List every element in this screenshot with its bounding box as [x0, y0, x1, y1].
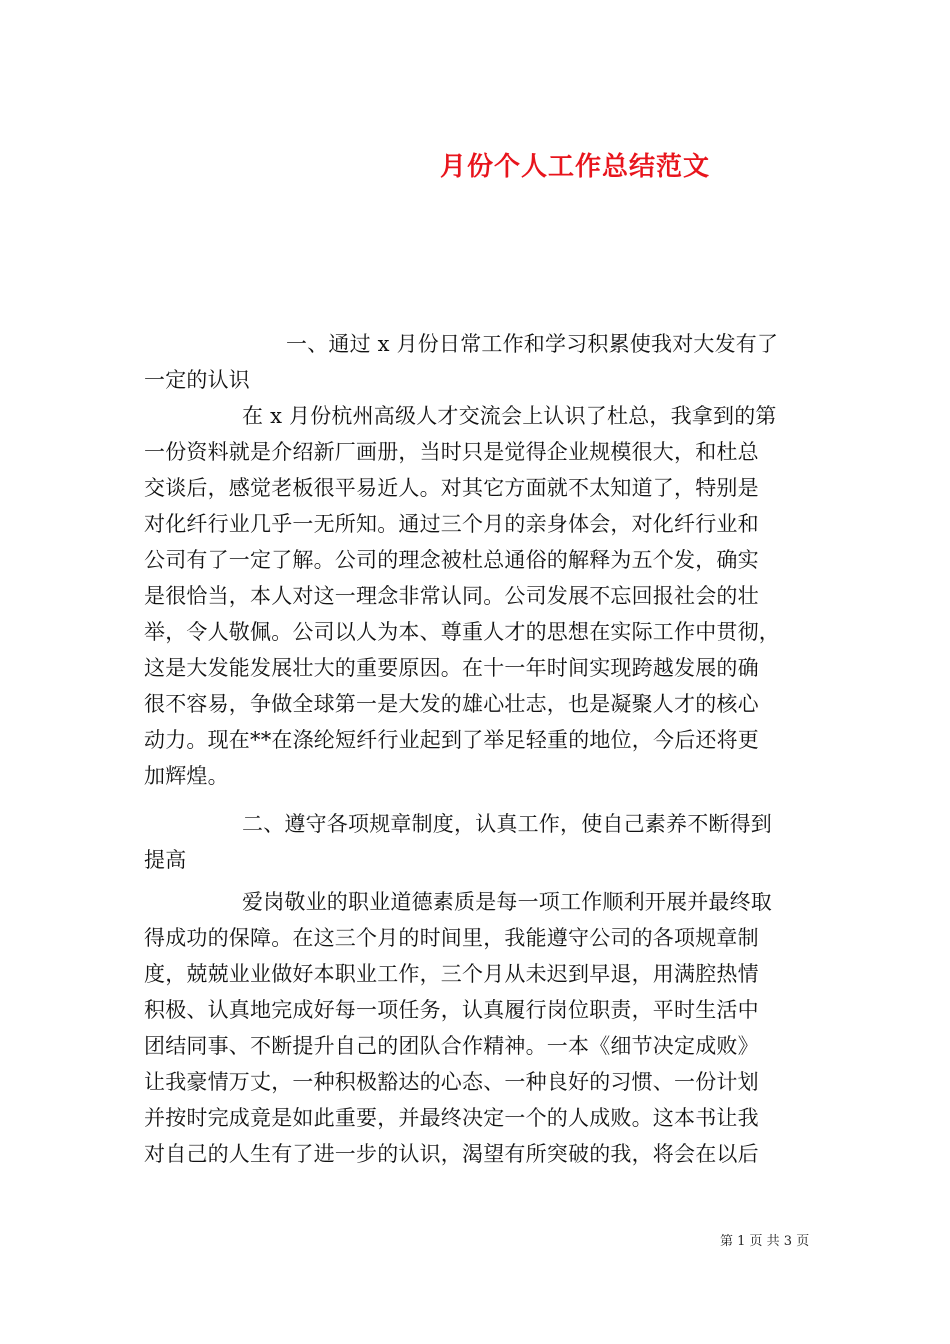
paragraph-2-line-3: 度，兢兢业业做好本职业工作，三个月从未迟到早退，用满腔热情: [144, 962, 759, 986]
paragraph-1-line-6: 是很恰当，本人对这一理念非常认同。公司发展不忘回报社会的壮: [144, 584, 759, 608]
paragraph-2-line-2: 得成功的保障。在这三个月的时间里，我能遵守公司的各项规章制: [144, 926, 759, 950]
section-heading-2-line-1: 二、遵守各项规章制度，认真工作，使自己素养不断得到: [242, 812, 772, 836]
paragraph-1-line-5: 公司有了一定了解。公司的理念被杜总通俗的解释为五个发，确实: [144, 548, 759, 572]
page-number-footer: 第 1 页 共 3 页: [720, 1234, 810, 1249]
paragraph-1-line-11: 加辉煌。: [144, 764, 229, 788]
section-heading-1-line-1: 一、通过 x 月份日常工作和学习积累使我对大发有了: [286, 332, 779, 356]
paragraph-2-line-6: 让我豪情万丈，一种积极豁达的心态、一种良好的习惯、一份计划: [144, 1070, 759, 1094]
paragraph-2-line-1: 爱岗敬业的职业道德素质是每一项工作顺利开展并最终取: [242, 890, 772, 914]
paragraph-2-line-5: 团结同事、不断提升自己的团队合作精神。一本《细节决定成败》: [144, 1034, 759, 1058]
paragraph-2-line-8: 对自己的人生有了进一步的认识，渴望有所突破的我，将会在以后: [144, 1142, 759, 1166]
paragraph-1-line-10: 动力。现在**在涤纶短纤行业起到了举足轻重的地位，今后还将更: [144, 728, 759, 752]
paragraph-1-line-9: 很不容易，争做全球第一是大发的雄心壮志，也是凝聚人才的核心: [144, 692, 759, 716]
paragraph-1-line-2: 一份资料就是介绍新厂画册，当时只是觉得企业规模很大，和杜总: [144, 440, 759, 464]
paragraph-1-line-3: 交谈后，感觉老板很平易近人。对其它方面就不太知道了，特别是: [144, 476, 759, 500]
paragraph-1-line-4: 对化纤行业几乎一无所知。通过三个月的亲身体会，对化纤行业和: [144, 512, 759, 536]
paragraph-1-line-1: 在 x 月份杭州高级人才交流会上认识了杜总，我拿到的第: [242, 404, 777, 428]
paragraph-2-line-7: 并按时完成竟是如此重要，并最终决定一个的人成败。这本书让我: [144, 1106, 759, 1130]
section-heading-1-line-2: 一定的认识: [144, 368, 250, 392]
section-heading-2-line-2: 提高: [144, 848, 187, 872]
document-title: 月份个人工作总结范文: [439, 152, 710, 183]
paragraph-2-line-4: 积极、认真地完成好每一项任务，认真履行岗位职责，平时生活中: [144, 998, 759, 1022]
paragraph-1-line-7: 举，令人敬佩。公司以人为本、尊重人才的思想在实际工作中贯彻，: [144, 620, 780, 644]
paragraph-1-line-8: 这是大发能发展壮大的重要原因。在十一年时间实现跨越发展的确: [144, 656, 759, 680]
